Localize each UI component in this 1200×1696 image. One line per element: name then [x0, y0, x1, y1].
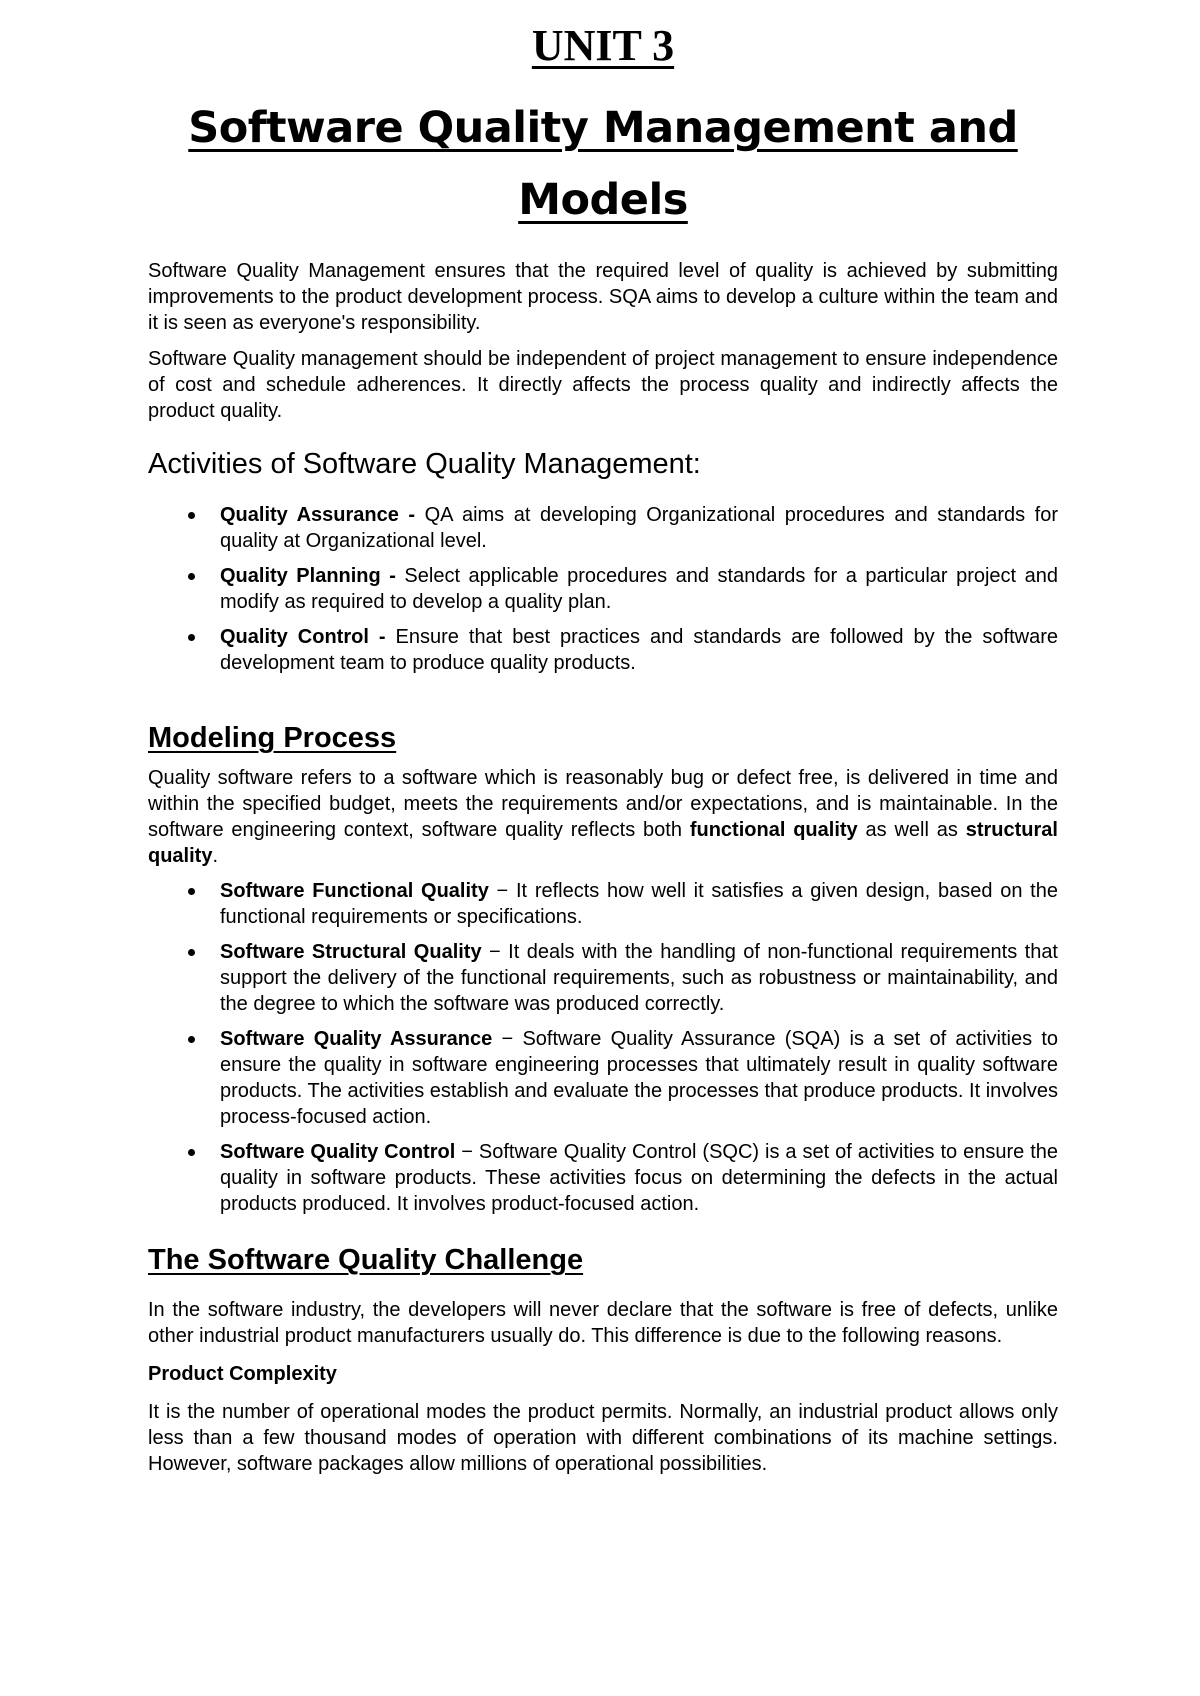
item-term: Software Functional Quality: [220, 880, 489, 902]
item-term: Software Quality Assurance: [220, 1028, 493, 1050]
modeling-text-start: Quality software refers to a software which is reasonably bug or defect free, is delivered in time and within the specified budget, meets the requirements and/or expectations, and is maintainable. In the software engineering context, software quality reflects both: [148, 767, 1058, 841]
product-complexity-paragraph: It is the number of operational modes the product permits. Normally, an industrial product allows only less than a few thousand modes of operation with different combinations of its machine settings. However, software packages allow millions of operational possibilities.: [148, 1401, 1058, 1475]
challenge-paragraph: In the software industry, the developers will never declare that the software is free of defects, unlike other industrial product manufacturers usually do. This difference is due to the following reasons.: [148, 1299, 1058, 1347]
item-text: Select applicable procedures and standards for a particular project and modify as required to develop a quality plan.: [220, 565, 1058, 613]
item-term: Quality Planning -: [220, 565, 396, 587]
document-page: [148, 0, 1058, 1477]
item-term: Quality Assurance -: [220, 504, 416, 526]
item-text: − Software Quality Assurance (SQA) is a set of activities to ensure the quality in software engineering processes that ultimately result in quality software products. The activities establish and evaluate the processes that produce products. It involves process-focused action.: [220, 1028, 1059, 1128]
modeling-heading: [148, 721, 1058, 755]
list-item: [148, 563, 1058, 615]
item-text: QA aims at developing Organizational procedures and standards for quality at Organizational level.: [220, 504, 1058, 552]
bullet-icon: [188, 1149, 195, 1156]
item-text: − It deals with the handling of non-functional requirements that support the delivery of the functional requirements, such as robustness or maintainability, and the degree to which the software was produced correctly.: [220, 941, 1058, 1015]
item-term: Software Structural Quality: [220, 941, 482, 963]
modeling-text-end: .: [212, 845, 219, 867]
modeling-text-mid: as well as: [857, 819, 966, 841]
item-term: Quality Control -: [220, 626, 386, 648]
list-item: [148, 1026, 1058, 1130]
list-item: [148, 624, 1058, 676]
modeling-heading-text: Modeling Process: [148, 722, 397, 754]
bullet-icon: [188, 512, 195, 519]
item-text: Ensure that best practices and standards are followed by the software development team to produce quality products.: [220, 626, 1058, 674]
modeling-list: [148, 878, 1058, 1217]
intro-paragraph-2: Software Quality management should be independent of project management to ensure independence of cost and schedule adherences. It directly affects the process quality and indirectly affects the product quality.: [148, 348, 1058, 422]
list-item: [148, 1139, 1058, 1217]
item-text: − Software Quality Control (SQC) is a set of activities to ensure the quality in software products. These activities focus on determining the defects in the actual products produced. It involves product-focused action.: [220, 1141, 1058, 1215]
bullet-icon: [188, 949, 195, 956]
intro-paragraph-1: Software Quality Management ensures that the required level of quality is achieved by submitting improvements to the product development process. SQA aims to develop a culture within the team and it is seen as everyone's responsibility.: [148, 260, 1058, 334]
activities-list: [148, 502, 1058, 676]
bullet-icon: [188, 888, 195, 895]
main-title: [148, 92, 1058, 236]
bullet-icon: [188, 634, 195, 641]
unit-title: [148, 22, 1058, 70]
bullet-icon: [188, 573, 195, 580]
bullet-icon: [188, 1036, 195, 1043]
activities-heading: Activities of Software Quality Management:: [148, 448, 701, 480]
item-term: Software Quality Control: [220, 1141, 456, 1163]
modeling-paragraph: [148, 765, 1058, 869]
list-item: [148, 878, 1058, 930]
main-title-text: Software Quality Management and Models: [188, 103, 1018, 225]
modeling-bold-structural: structural quality: [148, 819, 1058, 867]
product-complexity-heading: Product Complexity: [148, 1363, 337, 1385]
list-item: [148, 502, 1058, 554]
list-item: [148, 939, 1058, 1017]
challenge-heading-text: The Software Quality Challenge: [148, 1244, 584, 1276]
item-text: − It reflects how well it satisfies a given design, based on the functional requirements or specifications.: [220, 880, 1058, 928]
unit-title-text: UNIT 3: [531, 21, 675, 70]
modeling-bold-functional: functional quality: [689, 819, 858, 841]
challenge-heading: [148, 1243, 1058, 1277]
